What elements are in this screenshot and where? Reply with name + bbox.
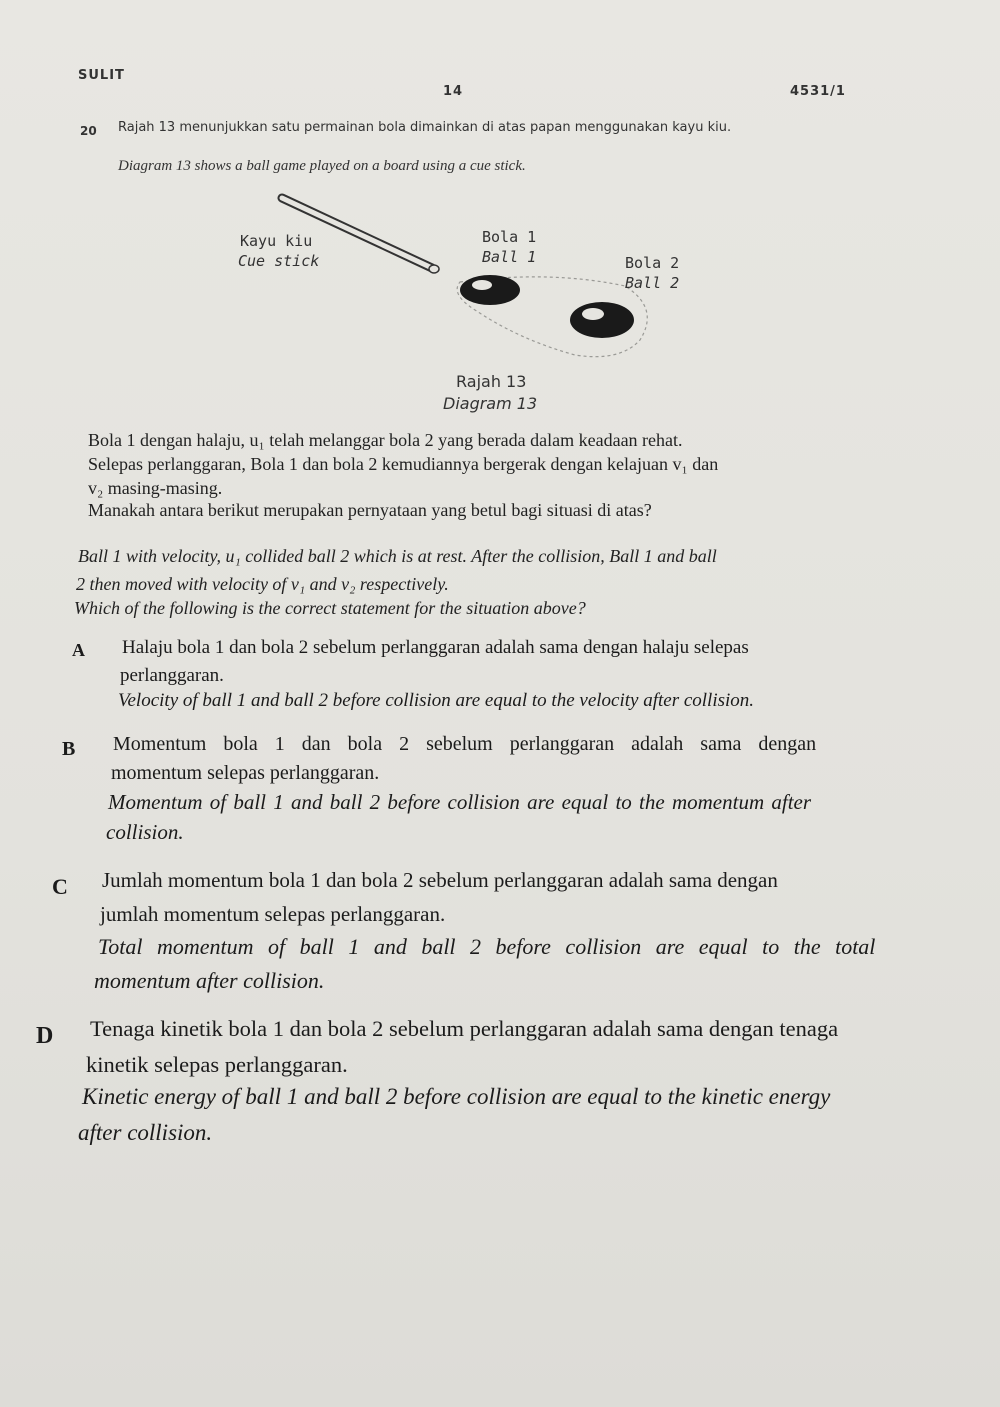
option-c-letter: C <box>52 874 68 899</box>
stem-ms-line2: Selepas perlanggaran, Bola 1 dan bola 2 kemudiannya bergerak dengan kelajuan v₁ dan <box>88 454 719 474</box>
question-intro-ms: Rajah 13 menunjukkan satu permainan bola dimainkan di atas papan menggunakan kayu kiu. <box>118 120 732 135</box>
ball-1-drawing <box>460 275 520 305</box>
diagram-caption-ms: Rajah 13 <box>456 372 527 391</box>
option-d-letter: D <box>36 1023 54 1049</box>
stem-en-line3: Which of the following is the correct statement for the situation above? <box>74 598 586 618</box>
option-c-ms-line1: Jumlah momentum bola 1 dan bola 2 sebelum perlanggaran adalah sama dengan <box>102 868 778 892</box>
stem-ms-line4: Manakah antara berikut merupakan pernyataan yang betul bagi situasi di atas? <box>88 500 652 520</box>
question-number: 20 <box>80 124 97 138</box>
question-intro-en: Diagram 13 shows a ball game played on a board using a cue stick. <box>118 158 526 174</box>
cue-label-ms: Kayu kiu <box>240 232 313 250</box>
option-c-ms-line2: jumlah momentum selepas perlanggaran. <box>100 902 446 926</box>
ball1-label-en: Ball 1 <box>482 248 537 266</box>
option-b-ms-line1: Momentum bola 1 dan bola 2 sebelum perlanggaran adalah sama dengan <box>113 733 817 755</box>
option-d-en-line1: Kinetic energy of ball 1 and ball 2 before collision are equal to the kinetic energy <box>82 1084 831 1109</box>
option-a-en-line1: Velocity of ball 1 and ball 2 before collision are equal to the velocity after collision. <box>118 690 755 711</box>
paper-code: 4531/1 <box>790 84 846 99</box>
option-d-ms-line2: kinetik selepas perlanggaran. <box>86 1052 348 1077</box>
stem-ms-line3: v₂ masing-masing. <box>88 478 223 498</box>
page-number: 14 <box>443 84 464 99</box>
option-b-en-line2: collision. <box>106 820 184 844</box>
option-b-letter: B <box>62 738 76 760</box>
option-c-en-line2: momentum after collision. <box>94 968 325 993</box>
option-a-letter: A <box>72 640 85 660</box>
stem-ms-line1: Bola 1 dengan halaju, u₁ telah melanggar bola 2 yang berada dalam keadaan rehat. <box>88 430 683 450</box>
option-c-en-line1: Total momentum of ball 1 and ball 2 before collision are equal to the total <box>98 934 876 959</box>
cue-label-en: Cue stick <box>238 252 320 270</box>
option-d-en-line2: after collision. <box>78 1120 213 1145</box>
sulit-label: SULIT <box>78 68 125 83</box>
option-b-ms-line2: momentum selepas perlanggaran. <box>111 762 380 784</box>
option-a-ms-line2: perlanggaran. <box>120 665 224 686</box>
option-b-en-line1: Momentum of ball 1 and ball 2 before collision are equal to the momentum after <box>108 790 812 814</box>
option-a-ms-line1: Halaju bola 1 dan bola 2 sebelum perlanggaran adalah sama dengan halaju selepas <box>122 637 749 658</box>
ball2-label-en: Ball 2 <box>625 274 680 292</box>
ball-2-drawing <box>570 302 634 338</box>
stem-en-line2: 2 then moved with velocity of v₁ and v₂ respectively. <box>76 574 449 594</box>
option-d-ms-line1: Tenaga kinetik bola 1 dan bola 2 sebelum perlanggaran adalah sama dengan tenaga <box>90 1016 839 1041</box>
diagram-caption-en: Diagram 13 <box>443 394 538 413</box>
stem-en-line1: Ball 1 with velocity, u₁ collided ball 2 which is at rest. After the collision, Ball 1 and ball <box>78 546 717 566</box>
ball1-label-ms: Bola 1 <box>482 228 537 246</box>
ball2-label-ms: Bola 2 <box>625 254 680 272</box>
